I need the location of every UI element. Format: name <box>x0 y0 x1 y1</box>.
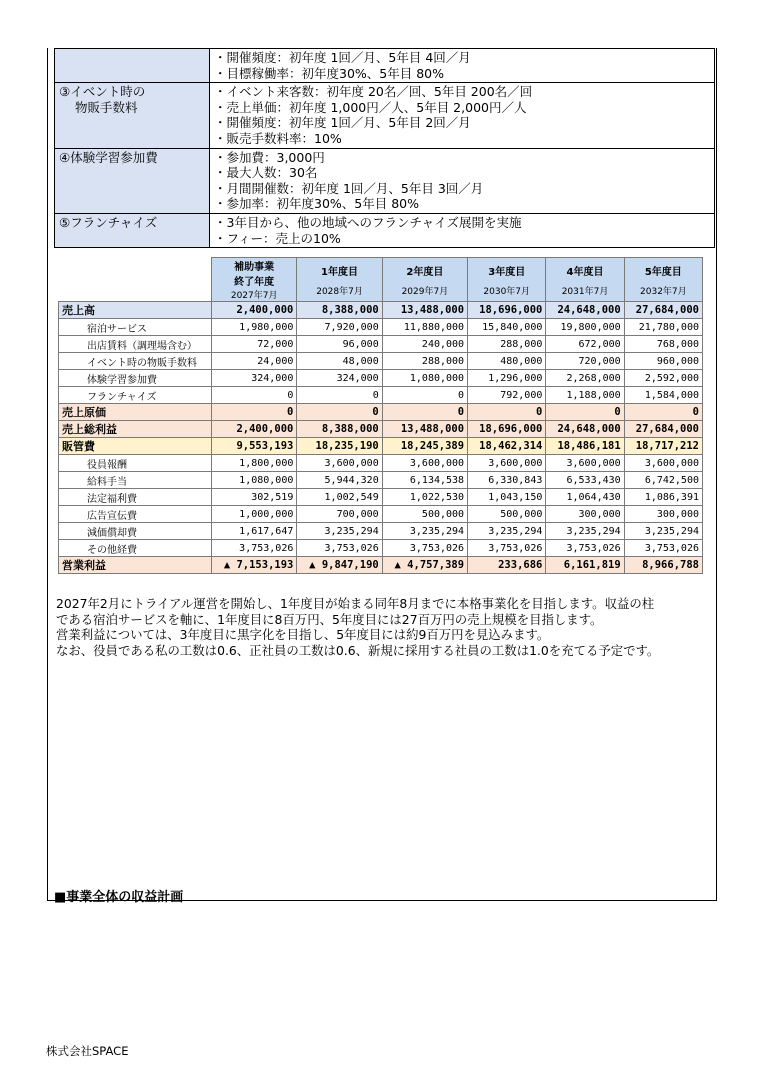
row-label: その他経費 <box>59 540 212 557</box>
row-label: 売上総利益 <box>59 421 212 438</box>
item-detail-line: ・参加率：初年度30%、5年目 80% <box>214 196 419 212</box>
amount-cell: 2,400,000 <box>212 421 297 438</box>
amount-cell: 27,684,000 <box>624 302 702 319</box>
year-header-date: 2030年7月 <box>483 286 531 297</box>
financial-row <box>59 523 703 540</box>
year-header-title: 3年度目 <box>488 266 526 278</box>
item-detail-line: ・3年目から、他の地域へのフランチャイズ展開を実施 <box>214 214 522 230</box>
item-detail-line: ・参加費：3,000円 <box>214 149 325 165</box>
item-detail <box>210 148 715 213</box>
company-footer: 株式会社SPACE <box>46 1044 129 1058</box>
row-label: 販管費 <box>59 438 212 455</box>
year-header-date: 2027年7月 <box>230 291 278 301</box>
amount-cell: 21,780,000 <box>624 319 702 336</box>
paragraph-line: 営業利益については、3年度目に黒字化を目指し、5年度目には約9百万円を見込みます。 <box>56 627 550 642</box>
amount-cell: 1,980,000 <box>212 319 297 336</box>
item-detail <box>210 213 715 247</box>
row-label: 営業利益 <box>59 557 212 574</box>
amount-cell: 3,753,026 <box>382 540 467 557</box>
financial-row <box>59 404 703 421</box>
amount-cell: 18,717,212 <box>624 438 702 455</box>
amount-cell: ▲ 7,153,193 <box>212 557 297 574</box>
amount-cell: 9,553,193 <box>212 438 297 455</box>
financial-row <box>59 319 703 336</box>
item-detail-line: ・売上単価：初年度 1,000円／人、5年目 2,000円／人 <box>214 99 527 115</box>
row-label: 法定福利費 <box>59 489 212 506</box>
financial-row <box>59 421 703 438</box>
amount-cell: 18,462,314 <box>468 438 546 455</box>
amount-cell: 324,000 <box>212 370 297 387</box>
year-header <box>382 258 467 302</box>
amount-cell: 3,235,294 <box>624 523 702 540</box>
row-label: イベント時の物販手数料 <box>59 353 212 370</box>
amount-cell: 0 <box>382 404 467 421</box>
item-detail-line: ・目標稼働率：初年度30%、5年目 80% <box>214 65 444 81</box>
amount-cell: 3,753,026 <box>468 540 546 557</box>
amount-cell: 96,000 <box>297 336 382 353</box>
amount-cell: 8,966,788 <box>624 557 702 574</box>
item-label <box>55 148 210 213</box>
paragraph-line: なお、役員である私の工数は0.6、正社員の工数は0.6、新規に採用する社員の工数は1.0を充てる予定です。 <box>56 642 660 658</box>
item-detail-line: ・最大人数：30名 <box>214 165 318 181</box>
row-label: 体験学習参加費 <box>59 370 212 387</box>
amount-cell: 2,268,000 <box>546 370 624 387</box>
year-header-date: 2032年7月 <box>640 286 687 297</box>
amount-cell: 18,486,181 <box>546 438 624 455</box>
financial-row <box>59 302 703 319</box>
amount-cell: 233,686 <box>468 557 546 574</box>
item-detail <box>210 83 715 148</box>
item-label <box>55 213 210 247</box>
amount-cell: 3,753,026 <box>624 540 702 557</box>
amount-cell: 7,920,000 <box>297 319 382 336</box>
amount-cell: 6,161,819 <box>546 557 624 574</box>
item-detail <box>210 49 715 83</box>
year-header-title: 2年度目 <box>406 266 444 278</box>
amount-cell: 0 <box>297 404 382 421</box>
financial-row <box>59 489 703 506</box>
financial-row <box>59 353 703 370</box>
amount-cell: 8,388,000 <box>297 302 382 319</box>
amount-cell: ▲ 4,757,389 <box>382 557 467 574</box>
amount-cell: 18,245,389 <box>382 438 467 455</box>
amount-cell: 288,000 <box>382 353 467 370</box>
corner-cell <box>59 258 212 302</box>
financial-row <box>59 557 703 574</box>
item-detail-line: ・イベント来客数：初年度 20名／回、5年目 200名／回 <box>214 84 533 100</box>
amount-cell: 480,000 <box>468 353 546 370</box>
amount-cell: 24,000 <box>212 353 297 370</box>
amount-cell: 2,400,000 <box>212 302 297 319</box>
amount-cell: 300,000 <box>546 506 624 523</box>
item-detail-line: ・開催頻度：初年度 1回／月、5年目 2回／月 <box>214 115 471 131</box>
amount-cell: 324,000 <box>297 370 382 387</box>
year-header-title: 補助事業 <box>234 262 275 273</box>
amount-cell: 288,000 <box>468 336 546 353</box>
summary-paragraph <box>56 596 716 658</box>
item-label-line: 物販手数料 <box>75 99 138 115</box>
amount-cell: 1,296,000 <box>468 370 546 387</box>
year-header <box>297 258 382 302</box>
year-header-date: 2031年7月 <box>561 286 609 297</box>
amount-cell: 302,519 <box>212 489 297 506</box>
amount-cell: 3,753,026 <box>546 540 624 557</box>
amount-cell: 48,000 <box>297 353 382 370</box>
amount-cell: 3,753,026 <box>297 540 382 557</box>
financial-row <box>59 370 703 387</box>
financial-row <box>59 336 703 353</box>
row-label: 減価償却費 <box>59 523 212 540</box>
amount-cell: 19,800,000 <box>546 319 624 336</box>
amount-cell: 0 <box>546 404 624 421</box>
amount-cell: 27,684,000 <box>624 421 702 438</box>
item-row <box>55 148 715 213</box>
item-row <box>55 213 715 247</box>
amount-cell: 672,000 <box>546 336 624 353</box>
amount-cell: 0 <box>212 387 297 404</box>
section-heading: ■事業全体の収益計画 <box>54 890 184 905</box>
item-row <box>55 49 715 83</box>
year-header <box>212 258 297 302</box>
item-detail-line: ・フィー：売上の10% <box>214 230 341 246</box>
amount-cell: 6,742,500 <box>624 472 702 489</box>
amount-cell: 24,648,000 <box>546 421 624 438</box>
year-header-title: 1年度目 <box>321 266 359 278</box>
amount-cell: 6,330,843 <box>468 472 546 489</box>
amount-cell: ▲ 9,847,190 <box>297 557 382 574</box>
amount-cell: 18,696,000 <box>468 302 546 319</box>
year-header-date: 2028年7月 <box>316 286 363 297</box>
item-label-line: ③イベント時の <box>59 84 146 100</box>
amount-cell: 1,800,000 <box>212 455 297 472</box>
item-label-line: ⑤フランチャイズ <box>59 214 158 230</box>
amount-cell: 960,000 <box>624 353 702 370</box>
amount-cell: 0 <box>468 404 546 421</box>
amount-cell: 3,600,000 <box>297 455 382 472</box>
row-label: 売上高 <box>59 302 212 319</box>
amount-cell: 18,235,190 <box>297 438 382 455</box>
amount-cell: 3,753,026 <box>212 540 297 557</box>
year-header-title: 終了年度 <box>234 277 275 288</box>
amount-cell: 720,000 <box>546 353 624 370</box>
amount-cell: 3,600,000 <box>382 455 467 472</box>
financial-row <box>59 455 703 472</box>
amount-cell: 1,002,549 <box>297 489 382 506</box>
amount-cell: 2,592,000 <box>624 370 702 387</box>
amount-cell: 1,584,000 <box>624 387 702 404</box>
amount-cell: 24,648,000 <box>546 302 624 319</box>
year-header <box>468 258 546 302</box>
row-label: フランチャイズ <box>59 387 212 404</box>
year-header <box>546 258 624 302</box>
amount-cell: 792,000 <box>468 387 546 404</box>
amount-cell: 500,000 <box>382 506 467 523</box>
amount-cell: 0 <box>382 387 467 404</box>
year-header-date: 2029年7月 <box>401 286 449 297</box>
row-label: 出店賃料（調理場含む） <box>59 336 212 353</box>
row-label: 給料手当 <box>59 472 212 489</box>
item-label <box>55 83 210 148</box>
amount-cell: 3,600,000 <box>546 455 624 472</box>
financial-row <box>59 472 703 489</box>
amount-cell: 15,840,000 <box>468 319 546 336</box>
amount-cell: 3,235,294 <box>297 523 382 540</box>
amount-cell: 18,696,000 <box>468 421 546 438</box>
amount-cell: 1,188,000 <box>546 387 624 404</box>
item-label <box>55 49 210 83</box>
amount-cell: 300,000 <box>624 506 702 523</box>
paragraph-line: である宿泊サービスを軸に、1年度目に8百万円、5年度目には27百万円の売上規模を目指します。 <box>56 611 603 627</box>
row-label: 広告宣伝費 <box>59 506 212 523</box>
amount-cell: 8,388,000 <box>297 421 382 438</box>
financial-row <box>59 438 703 455</box>
item-detail-line: ・販売手数料率：10% <box>214 130 342 146</box>
amount-cell: 240,000 <box>382 336 467 353</box>
amount-cell: 0 <box>212 404 297 421</box>
amount-cell: 1,000,000 <box>212 506 297 523</box>
amount-cell: 500,000 <box>468 506 546 523</box>
amount-cell: 768,000 <box>624 336 702 353</box>
amount-cell: 3,600,000 <box>624 455 702 472</box>
year-header <box>624 258 702 302</box>
amount-cell: 1,617,647 <box>212 523 297 540</box>
amount-cell: 700,000 <box>297 506 382 523</box>
financial-plan-table <box>58 257 703 574</box>
row-label: 役員報酬 <box>59 455 212 472</box>
revenue-items-table <box>54 48 715 248</box>
amount-cell: 6,533,430 <box>546 472 624 489</box>
financial-row <box>59 540 703 557</box>
item-label-line: ④体験学習参加費 <box>59 149 158 165</box>
amount-cell: 3,600,000 <box>468 455 546 472</box>
amount-cell: 5,944,320 <box>297 472 382 489</box>
item-row <box>55 83 715 148</box>
amount-cell: 1,080,000 <box>382 370 467 387</box>
year-header-title: 4年度目 <box>566 266 604 278</box>
amount-cell: 1,043,150 <box>468 489 546 506</box>
row-label: 売上原価 <box>59 404 212 421</box>
amount-cell: 1,086,391 <box>624 489 702 506</box>
amount-cell: 6,134,538 <box>382 472 467 489</box>
amount-cell: 3,235,294 <box>546 523 624 540</box>
item-detail-line: ・月間開催数：初年度 1回／月、5年目 3回／月 <box>214 180 484 196</box>
financial-row <box>59 506 703 523</box>
amount-cell: 1,064,430 <box>546 489 624 506</box>
amount-cell: 13,488,000 <box>382 302 467 319</box>
amount-cell: 0 <box>624 404 702 421</box>
amount-cell: 3,235,294 <box>468 523 546 540</box>
amount-cell: 1,080,000 <box>212 472 297 489</box>
amount-cell: 1,022,530 <box>382 489 467 506</box>
amount-cell: 13,488,000 <box>382 421 467 438</box>
amount-cell: 72,000 <box>212 336 297 353</box>
amount-cell: 11,880,000 <box>382 319 467 336</box>
row-label: 宿泊サービス <box>59 319 212 336</box>
item-detail-line: ・開催頻度：初年度 1回／月、5年目 4回／月 <box>214 50 471 65</box>
financial-row <box>59 387 703 404</box>
amount-cell: 0 <box>297 387 382 404</box>
amount-cell: 3,235,294 <box>382 523 467 540</box>
paragraph-line: 2027年2月にトライアル運営を開始し、1年度目が始まる同年8月までに本格事業化を目指します。収益の柱 <box>56 596 655 611</box>
year-header-title: 5年度目 <box>644 266 682 278</box>
